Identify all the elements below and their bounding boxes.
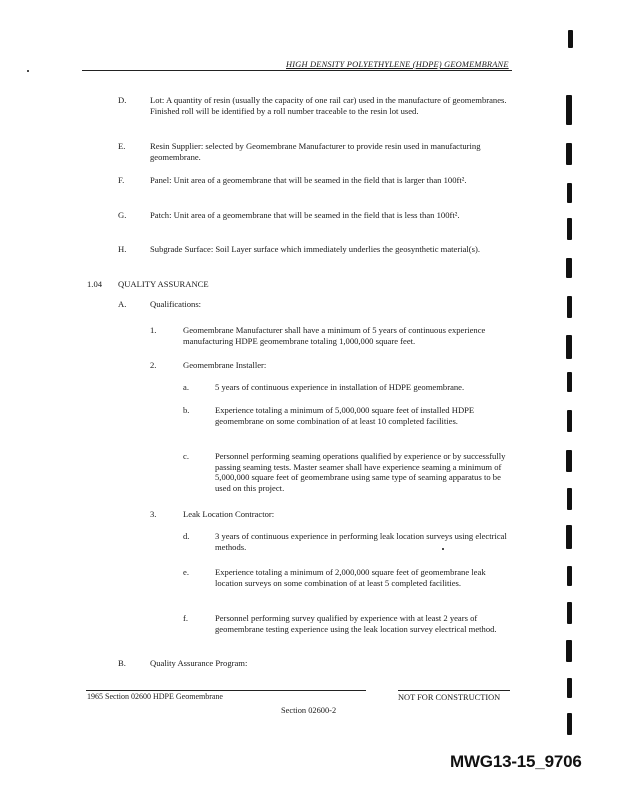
edge-mark (567, 296, 572, 318)
header-rule-right (122, 70, 512, 71)
edge-mark (566, 450, 572, 472)
installer-subitem-text: 5 years of continuous experience in installation of HDPE geomembrane. (215, 382, 465, 392)
installer-subitem-letter: a. (183, 382, 189, 392)
edge-mark (567, 713, 572, 735)
qualifications-letter: A. (118, 299, 127, 309)
footer-left: 1965 Section 02600 HDPE Geomembrane (87, 692, 223, 701)
edge-mark (567, 183, 572, 203)
edge-mark (566, 525, 572, 549)
definition-letter: D. (118, 95, 127, 105)
edge-mark (566, 258, 572, 278)
edge-mark (567, 372, 572, 392)
leak-subitem-letter: e. (183, 567, 189, 577)
edge-mark (567, 566, 572, 586)
edge-mark (567, 602, 572, 624)
installer-subitem-letter: b. (183, 405, 190, 415)
qualification-number: 1. (150, 325, 157, 335)
edge-mark (566, 95, 572, 125)
leak-subitem-letter: f. (183, 613, 189, 623)
definition-letter: G. (118, 210, 127, 220)
section-number: 1.04 (87, 279, 103, 289)
edge-mark (568, 30, 573, 48)
program-letter: B. (118, 658, 126, 668)
edge-mark (566, 143, 572, 165)
installer-subitem-text: Personnel performing seaming operations qualified by experience or by successfully passing seaming tests. Master seamer shall have experience seaming a minimum of 5,000,000 square feet of geomembrane using same type of seaming apparatus to be used on this project. (215, 451, 506, 493)
leak-subitem-letter: d. (183, 531, 190, 541)
edge-mark (566, 335, 572, 359)
installer-subitem-text: Experience totaling a minimum of 5,000,000 square feet of installed HDPE geomembrane on some combination of at least 10 completed facilities. (215, 405, 475, 426)
leak-subitem-text: Experience totaling a minimum of 2,000,000 square feet of geomembrane leak location surveys on some combination of at least 5 completed facilities. (215, 567, 486, 588)
definition-text: Panel: Unit area of a geomembrane that will be seamed in the field that is larger than 100ft². (150, 175, 467, 185)
definition-text: Subgrade Surface: Soil Layer surface which immediately underlies the geosynthetic material(s). (150, 244, 481, 254)
document-stamp-id: MWG13-15_9706 (450, 752, 582, 771)
stray-dot (442, 548, 444, 550)
header-title: HIGH DENSITY POLYETHYLENE (HDPE) GEOMEMBRANE (286, 60, 509, 69)
footer-right: NOT FOR CONSTRUCTION (398, 693, 501, 702)
footer-page: Section 02600-2 (281, 706, 337, 715)
footer-rule-right (398, 690, 510, 691)
definition-text: Patch: Unit area of a geomembrane that will be seamed in the field that is less than 100ft². (150, 210, 460, 220)
installer-subitem-letter: c. (183, 451, 189, 461)
qualification-text: Geomembrane Manufacturer shall have a minimum of 5 years of continuous experience manufacturing HDPE geomembrane totaling 1,000,000 square feet. (183, 325, 486, 346)
footer-rule-left (86, 690, 366, 691)
definition-letter: F. (118, 175, 125, 185)
qualification-text: Leak Location Contractor: (183, 509, 275, 519)
definition-text: Resin Supplier: selected by Geomembrane Manufacturer to provide resin used in manufacturing geomembrane. (150, 141, 481, 162)
stray-dot (27, 70, 29, 72)
definition-letter: H. (118, 244, 127, 254)
qualification-text: Geomembrane Installer: (183, 360, 267, 370)
leak-subitem-text: 3 years of continuous experience in performing leak location surveys using electrical methods. (215, 531, 507, 552)
edge-mark (567, 218, 572, 240)
qualifications-title: Qualifications: (150, 299, 202, 309)
program-title: Quality Assurance Program: (150, 658, 248, 668)
section-title: QUALITY ASSURANCE (118, 279, 209, 289)
leak-subitem-text: Personnel performing survey qualified by experience with at least 2 years of geomembrane testing experience using the leak location survey electrical method. (215, 613, 497, 634)
qualification-number: 2. (150, 360, 157, 370)
definition-text: Lot: A quantity of resin (usually the capacity of one rail car) used in the manufacture of geomembranes. Finished roll will be identified by a roll number traceable to the resin lot used. (150, 95, 507, 116)
edge-mark (567, 410, 572, 432)
definition-letter: E. (118, 141, 126, 151)
edge-mark (567, 488, 572, 510)
edge-mark (566, 640, 572, 662)
qualification-number: 3. (150, 509, 157, 519)
edge-mark (567, 678, 572, 698)
header-rule-left (82, 70, 122, 71)
